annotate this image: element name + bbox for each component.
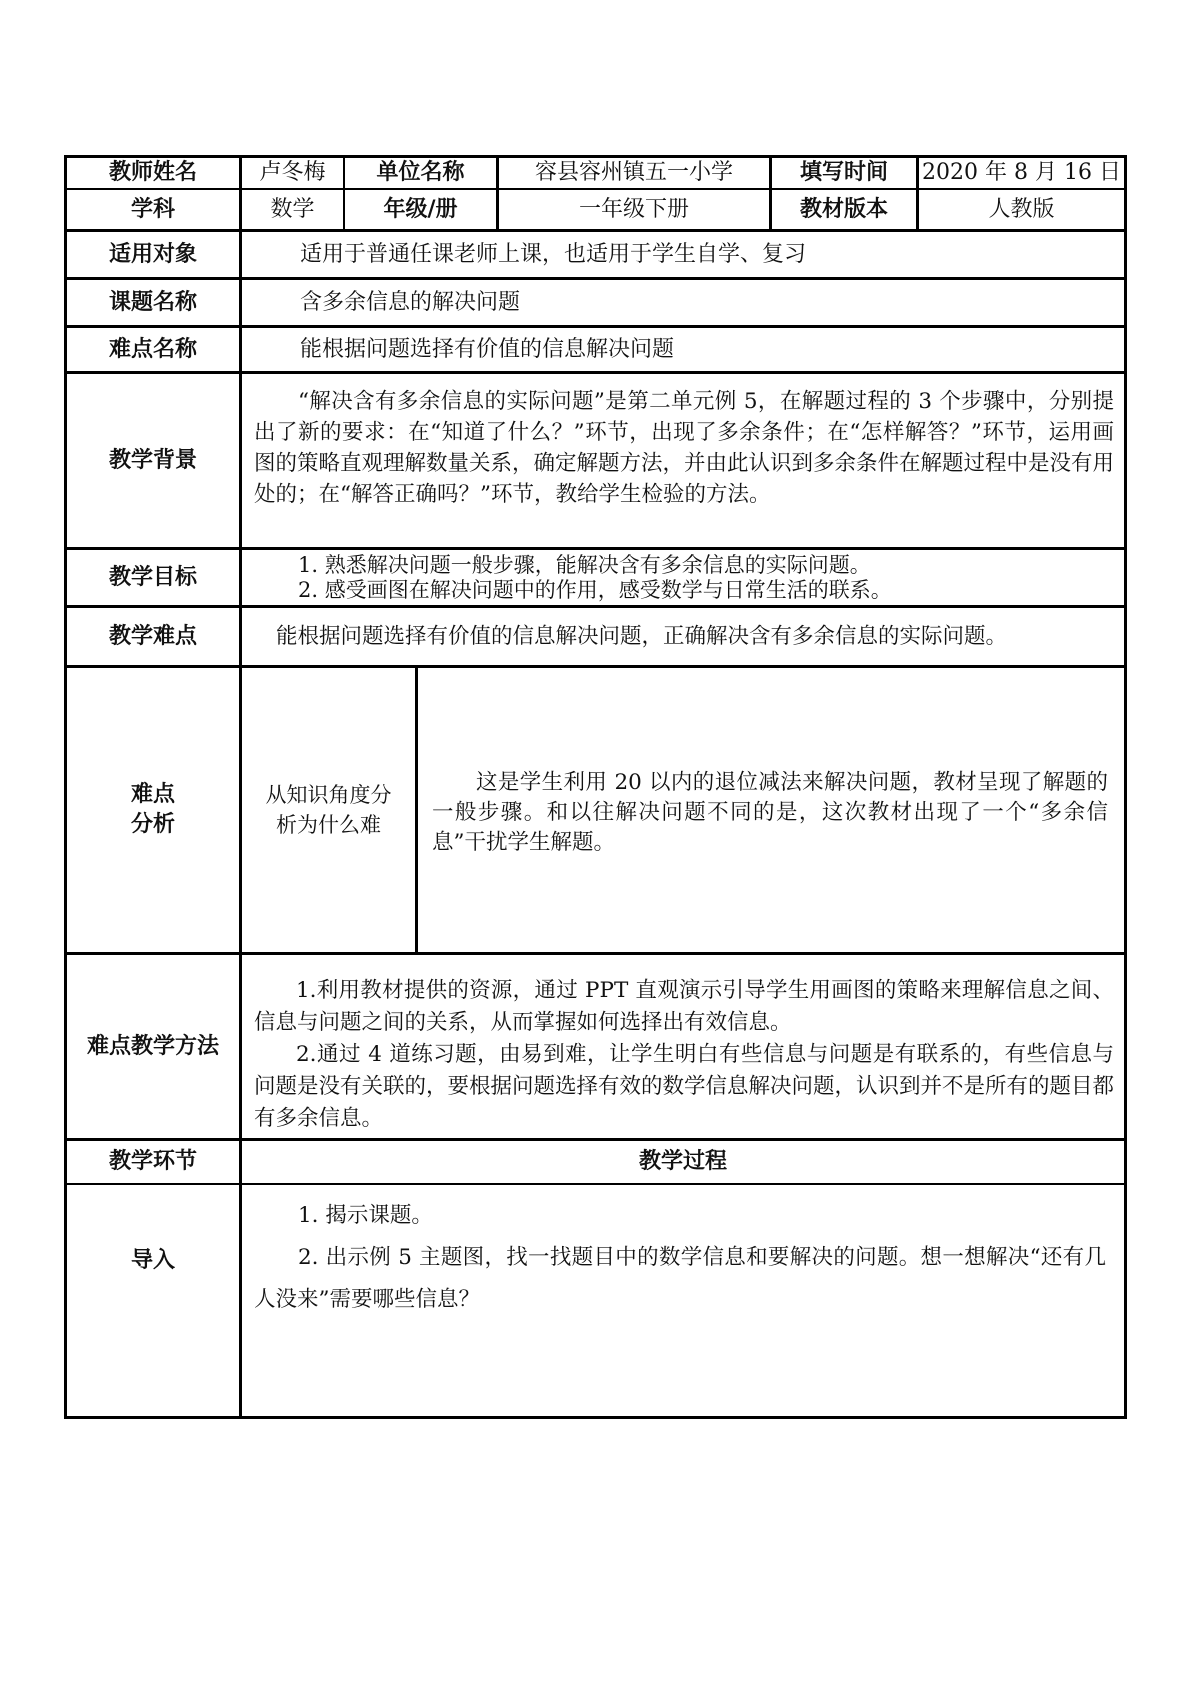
process-label: 教学过程: [638, 1149, 727, 1174]
intro-item: 1. 揭示课题。: [298, 1203, 433, 1228]
teacher-label: 教师姓名: [108, 160, 197, 185]
key-difficulty-value: 能根据问题选择有价值的信息解决问题，正确解决含有多余信息的实际问题。: [276, 623, 1008, 649]
difficulty-name-label: 难点名称: [108, 336, 197, 362]
method-paragraph: 1.利用教材提供的资源，通过 PPT 直观演示引导学生用画图的策略来理解信息之间、信息与问题之间的关系，从而掌握如何选择出有效信息。: [254, 978, 1114, 1035]
grade-value: 一年级下册: [578, 196, 689, 222]
date-value: 2020 年 8 月 16 日: [922, 160, 1121, 185]
analysis-sub-label: [242, 668, 415, 952]
goals-list: [242, 550, 1124, 605]
goal-item: 2. 感受画图在解决问题中的作用，感受数学与日常生活的联系。: [298, 578, 892, 602]
intro-label: 导入: [130, 1247, 175, 1273]
intro-item: 2. 出示例 5 主题图，找一找题目中的数学信息和要解决的问题。想一想解决“还有几人没来”需要哪些信息？: [254, 1245, 1106, 1312]
topic-label: 课题名称: [108, 289, 197, 315]
lesson-plan-table: [64, 155, 1127, 1419]
topic-value: 含多余信息的解决问题: [300, 289, 521, 315]
analysis-label-line2: 分析: [130, 812, 175, 837]
method-label: 难点教学方法: [86, 1033, 219, 1059]
audience-value: 适用于普通任课老师上课，也适用于学生自学、复习: [300, 241, 807, 267]
edition-label: 教材版本: [799, 196, 888, 222]
date-label: 填写时间: [799, 160, 888, 185]
audience-label: 适用对象: [108, 241, 197, 267]
subject-value: 数学: [270, 196, 315, 222]
unit-value: 容县容州镇五一小学: [534, 160, 733, 185]
analysis-label: [67, 668, 239, 952]
analysis-label-line1: 难点: [130, 782, 175, 807]
stage-label: 教学环节: [108, 1149, 197, 1174]
background-label: 教学背景: [108, 447, 197, 473]
intro-list: [242, 1185, 1124, 1416]
unit-label: 单位名称: [376, 160, 465, 185]
teacher-value: 卢冬梅: [259, 160, 326, 185]
analysis-text: 这是学生利用 20 以内的退位减法来解决问题，教材呈现了解题的一般步骤。和以往解决问题不同的是，这次教材出现了一个“多余信息”干扰学生解题。: [432, 770, 1108, 855]
method-paragraph: 2.通过 4 道练习题，由易到难，让学生明白有些信息与问题是有联系的，有些信息与问题是没有关联的，要根据问题选择有效的数学信息解决问题，认识到并不是所有的题目都有多余信息。: [254, 1042, 1115, 1131]
grade-label: 年级/册: [383, 196, 458, 222]
goal-item: 1. 熟悉解决问题一般步骤，能解决含有多余信息的实际问题。: [298, 553, 871, 577]
method-text: [242, 955, 1124, 1138]
edition-value: 人教版: [988, 196, 1055, 222]
analysis-sub-label-line1: 从知识角度分: [265, 783, 392, 807]
subject-label: 学科: [130, 196, 175, 222]
analysis-sub-label-line2: 析为什么难: [276, 813, 381, 837]
background-text: “解决含有多余信息的实际问题”是第二单元例 5，在解题过程的 3 个步骤中，分别提出了新的要求：在“知道了什么？”环节，出现了多余条件；在“怎样解答？”环节，运用画图的策略直观理解数量关系，确定解题方法，并由此认识到多余条件在解题过程中是没有用处的；在“解答正确吗？”环节，教给学生检验的方法。: [254, 389, 1115, 507]
difficulty-name-value: 能根据问题选择有价值的信息解决问题: [300, 336, 675, 362]
key-difficulty-label: 教学难点: [108, 623, 197, 649]
goals-label: 教学目标: [108, 564, 197, 590]
